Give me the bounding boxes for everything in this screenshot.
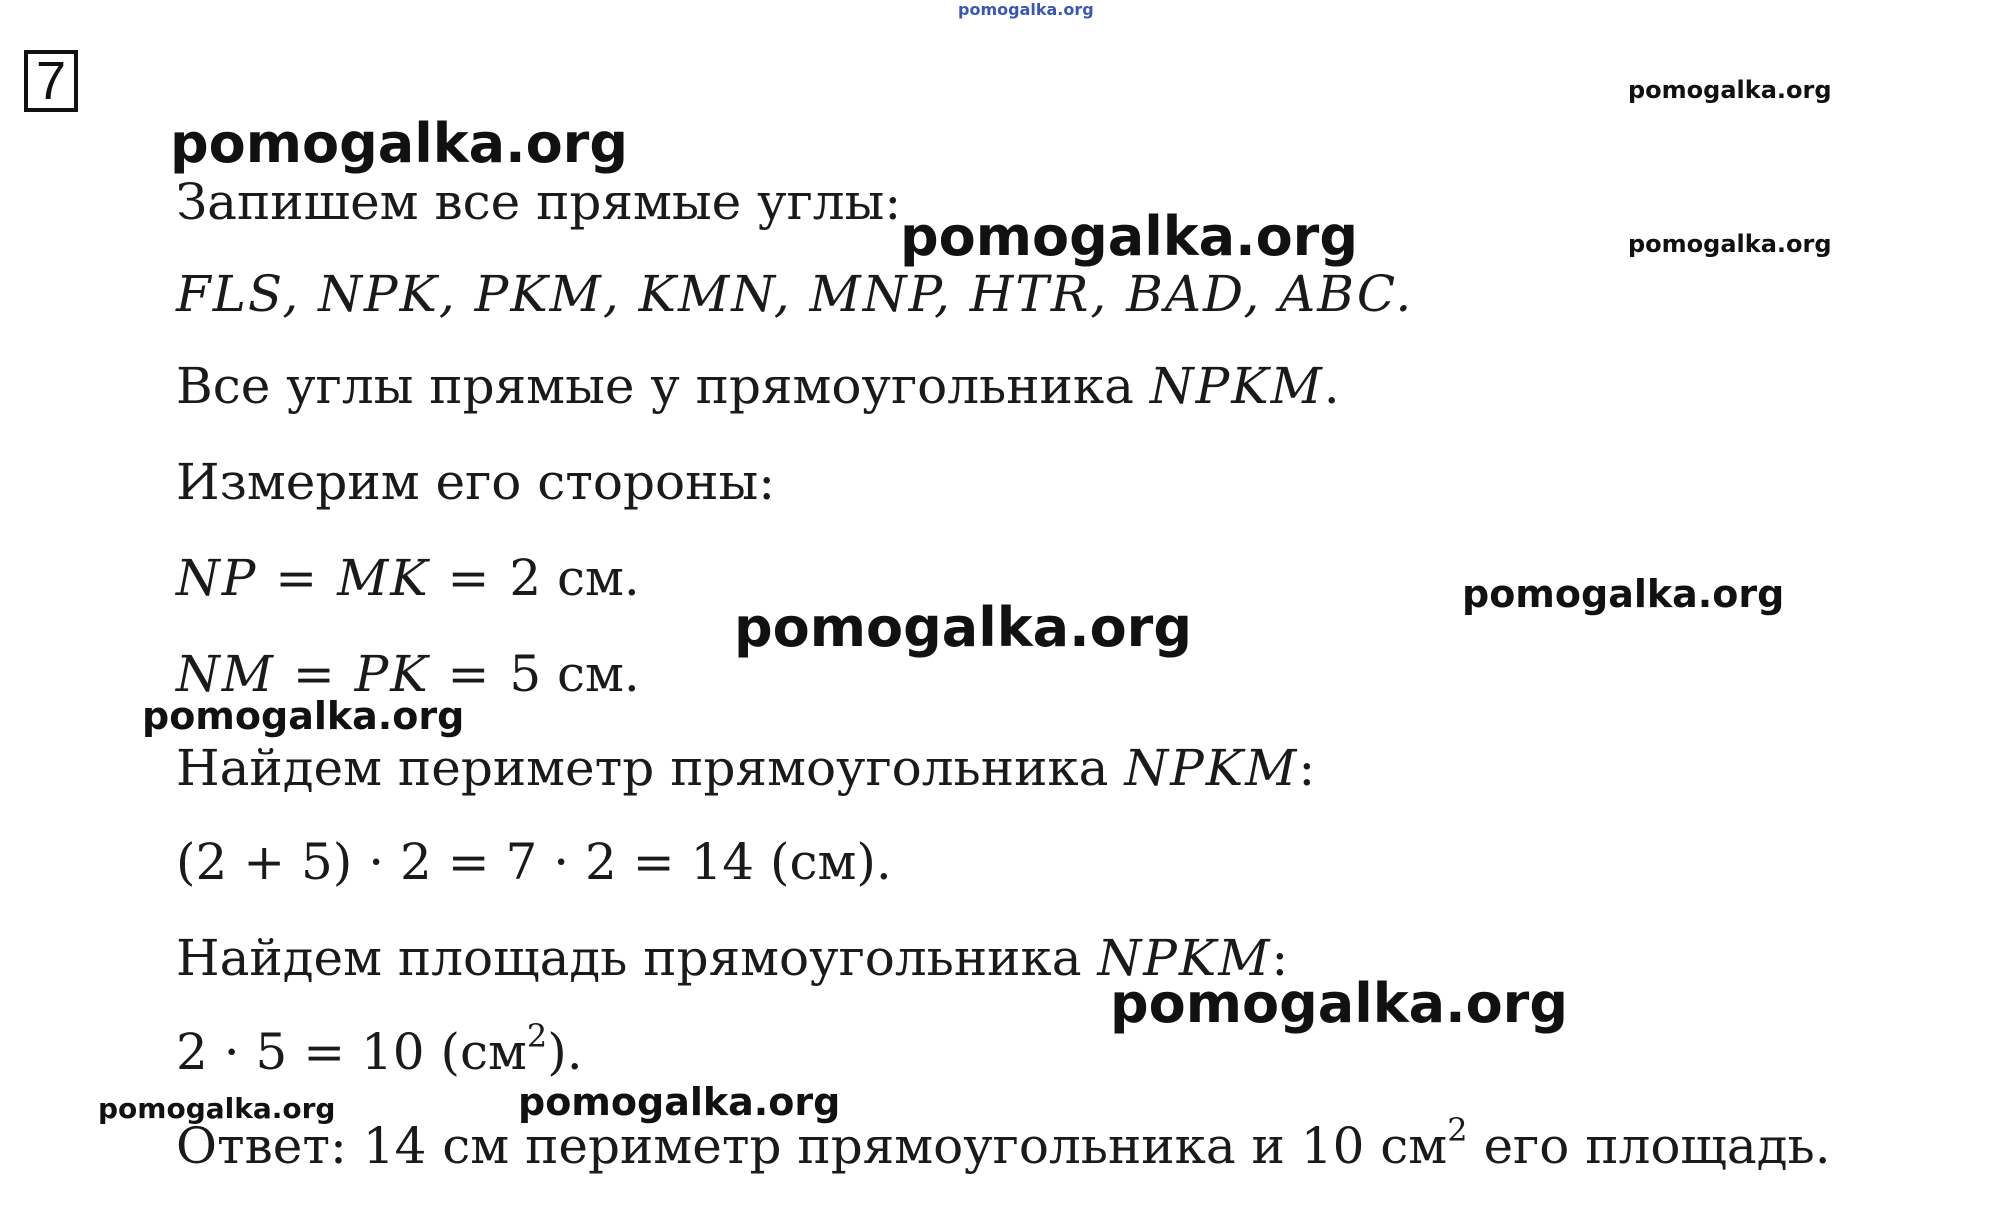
solution-line-nm-pk [176,644,640,704]
text: . [1323,357,1340,415]
text: 2 · 5 = 10 (см [176,1023,527,1081]
text: Все углы прямые у прямоугольника [176,357,1150,415]
solution-answer [176,1111,1831,1176]
solution-line-area-calc [176,1017,583,1082]
solution-line-perimeter-calc: (2 + 5) · 2 = 7 · 2 = 14 (см). [176,833,892,891]
watermark: pomogalka.org [98,1092,336,1125]
watermark: pomogalka.org [1462,572,1785,616]
solution-line-rectangle [176,356,1340,416]
solution-line-area-intro [176,928,1288,988]
text: : [1271,929,1289,987]
value-nm: 5 [509,645,542,703]
watermark: pomogalka.org [518,1080,841,1124]
text: Ответ: 14 см периметр прямоугольника и 10 см [176,1117,1448,1175]
text: его площадь. [1467,1117,1831,1175]
text: см. [541,549,640,607]
text: ). [547,1023,583,1081]
math-nm-pk: NM = PK = [176,645,510,703]
exponent: 2 [1447,1111,1468,1149]
math-npkm: NPKM [1097,929,1272,987]
watermark: pomogalka.org [1628,76,1832,104]
watermark: pomogalka.org [900,205,1358,268]
solution-line-right-angles-intro: Запишем все прямые углы: [176,173,902,231]
math-npkm: NPKM [1149,357,1324,415]
solution-line-np-mk [176,548,640,608]
task-number-box: 7 [24,50,78,112]
solution-line-perimeter-intro [176,738,1315,798]
watermark: pomogalka.org [170,112,628,175]
exponent: 2 [526,1017,548,1055]
math-npkm: NPKM [1124,739,1299,797]
text: Найдем периметр прямоугольника [176,739,1125,797]
text: Найдем площадь прямоугольника [176,929,1098,987]
text: см. [541,645,640,703]
watermark: pomogalka.org [1110,972,1568,1035]
watermark: pomogalka.org [734,596,1192,659]
solution-line-angles-list: FLS, NPK, PKM, KMN, MNP, HTR, BAD, ABC. [176,265,1414,323]
watermark: pomogalka.org [1628,230,1832,258]
value-np: 2 [509,549,542,607]
solution-line-measure-sides: Измерим его стороны: [176,453,776,511]
watermark: pomogalka.org [142,694,465,738]
math-np-mk: NP = MK = [176,549,510,607]
text: : [1298,739,1316,797]
watermark-top: pomogalka.org [958,0,1094,19]
